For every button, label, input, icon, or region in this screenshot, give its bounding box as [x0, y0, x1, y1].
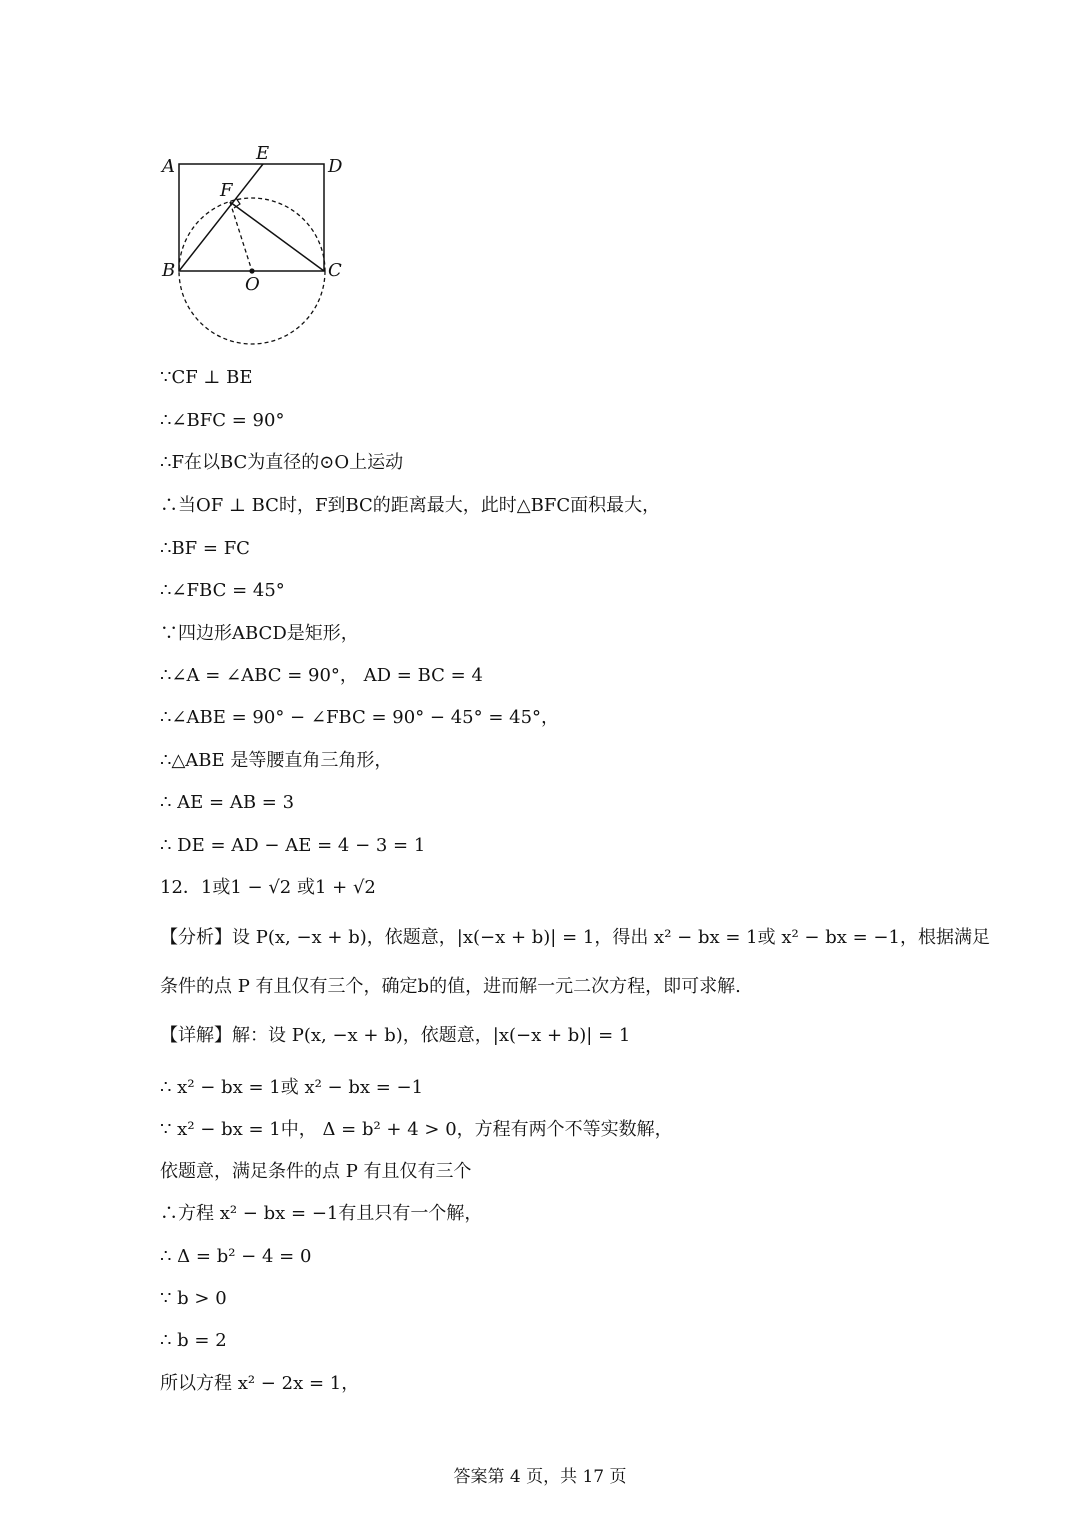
solution-line: ∴ DE = AD − AE = 4 − 3 = 1: [160, 835, 426, 856]
detail-line: ∴方程 x² − bx = −1有且只有一个解，: [160, 1203, 483, 1224]
detail-line: 所以方程 x² − 2x = 1，: [160, 1373, 360, 1394]
geometry-figure: [150, 140, 360, 355]
segment-of: [230, 202, 252, 271]
label-c: C: [328, 260, 342, 281]
detail-line: 依题意，满足条件的点 P 有且仅有三个: [160, 1161, 472, 1182]
solution-line: ∴∠ABE = 90° − ∠FBC = 90° − 45° = 45°，: [160, 707, 560, 728]
point-o: [249, 268, 254, 273]
solution-line: ∴△ABE 是等腰直角三角形，: [160, 750, 393, 771]
detail-line: ∵ b > 0: [160, 1288, 227, 1309]
analysis-line: 条件的点 P 有且仅有三个，确定b的值，进而解一元二次方程，即可求解.: [160, 976, 741, 997]
label-d: D: [328, 156, 343, 177]
solution-line: ∴∠BFC = 90°: [160, 410, 285, 431]
detail-line: ∴ x² − bx = 1或 x² − bx = −1: [160, 1077, 424, 1098]
solution-line: ∵四边形ABCD是矩形，: [160, 623, 359, 644]
detail-line: ∵ x² − bx = 1中， Δ = b² + 4 > 0，方程有两个不等实数解，: [160, 1119, 673, 1140]
page-footer: 答案第 4 页，共 17 页: [453, 1467, 627, 1487]
solution-line: ∴BF = FC: [160, 538, 250, 559]
label-b: B: [162, 260, 176, 281]
answer-line: 12．1或1 − √2 或1 + √2: [160, 877, 376, 898]
analysis-line: 【分析】设 P(x, −x + b)，依题意，|x(−x + b)| = 1，得出 x² − bx = 1或 x² − bx = −1，根据满足: [160, 927, 990, 948]
solution-line: ∴∠A = ∠ABC = 90°， AD = BC = 4: [160, 665, 483, 686]
detail-line: ∴ b = 2: [160, 1330, 227, 1351]
label-e: E: [256, 143, 270, 164]
detail-line: ∴ Δ = b² − 4 = 0: [160, 1246, 312, 1267]
solution-line: ∵CF ⊥ BE: [160, 367, 253, 388]
label-f: F: [220, 180, 233, 201]
solution-line: ∴当OF ⊥ BC时，F到BC的距离最大，此时△BFC面积最大，: [160, 495, 661, 516]
segment-fc: [230, 202, 324, 271]
label-o: O: [245, 274, 260, 295]
solution-line: ∴F在以BC为直径的⊙O上运动: [160, 452, 404, 473]
detail-line: 【详解】解：设 P(x, −x + b)，依题意，|x(−x + b)| = 1: [160, 1025, 631, 1046]
label-a: A: [162, 156, 175, 177]
solution-line: ∴∠FBC = 45°: [160, 580, 285, 601]
solution-line: ∴ AE = AB = 3: [160, 792, 295, 813]
